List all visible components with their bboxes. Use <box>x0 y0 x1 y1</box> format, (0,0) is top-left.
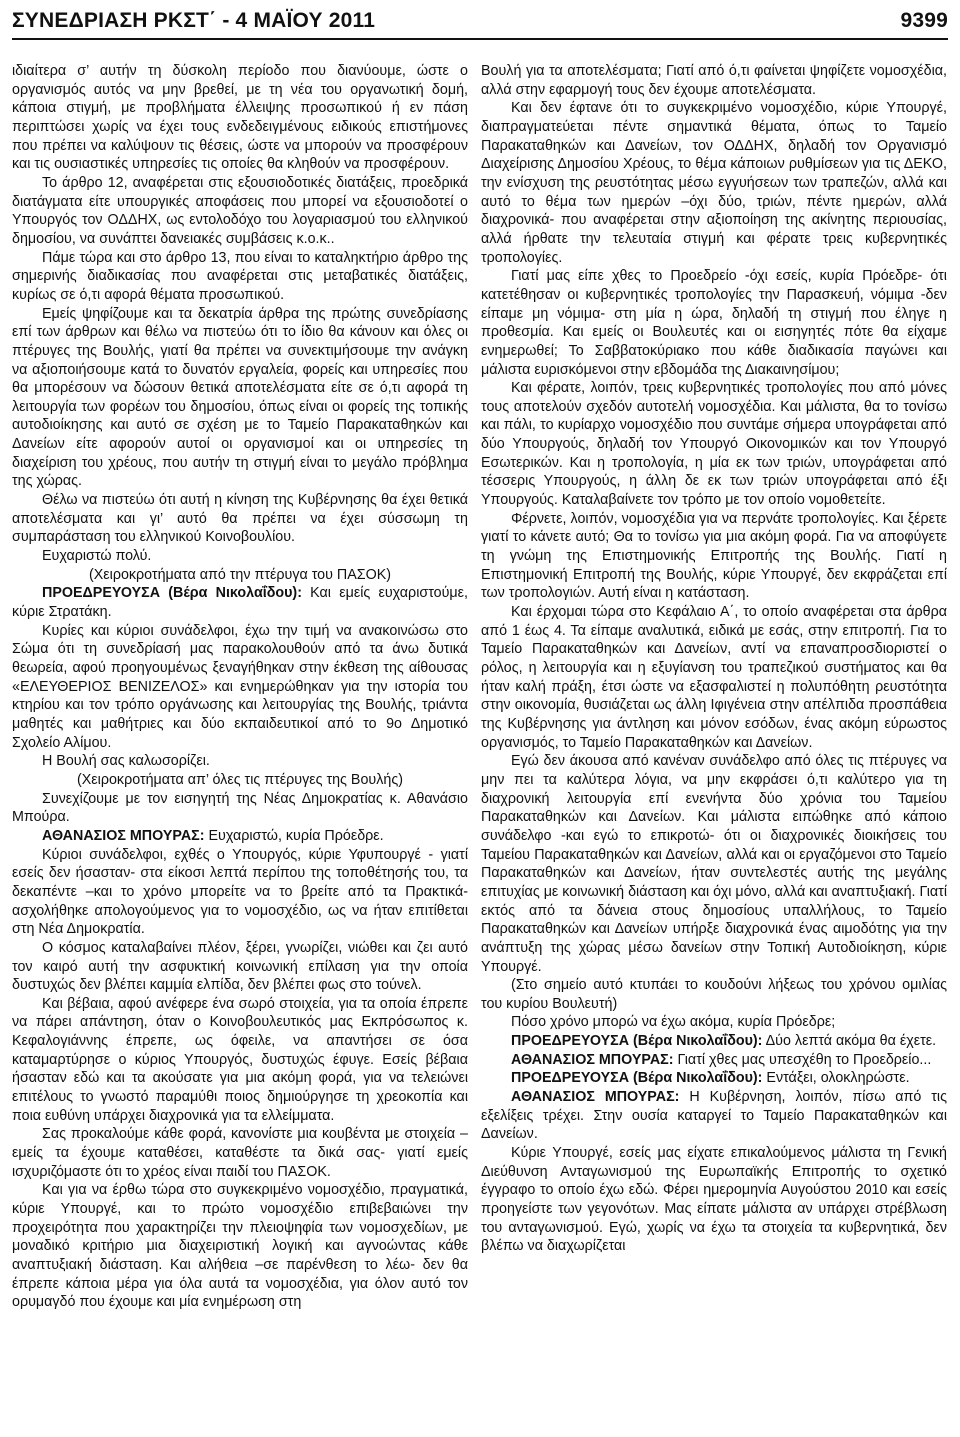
speaker-name: ΠΡΟΕΔΡΕΥΟΥΣΑ (Βέρα Νικολαΐδου): <box>511 1033 763 1050</box>
paragraph: ιδιαίτερα σ’ αυτήν τη δύσκολη περίοδο που διανύουμε, ώστε ο οργανισμός αυτός να μην βρεθεί, με τη νέα του οργανωτική δομή, κάποια στιγμή, με προβλήματα έλλειψης προσωπικού ή εν πάση περιπτώσει χωρίς να έχει τους ενδεδειγμένους ειδικούς επιστήμονες που πρέπει να καλύψουν τις θέσεις, ώστε να μπορούν να προσφέρουν και τις ουσιαστικές υπηρεσίες τις οποίες θα κληθούν να προσφέρουν. <box>12 63 468 173</box>
speaker-paragraph <box>12 584 468 621</box>
paragraph: Πάμε τώρα και στο άρθρο 13, που είναι το καταληκτήριο άρθρο της σημερινής διαδικασίας που αναφέρεται στις μεταβατικές διατάξεις, κυρίως σε ό,τι αφορά θέματα προσωπικού. <box>12 249 468 303</box>
paragraph: Και δεν έφτανε ότι το συγκεκριμένο νομοσχέδιο, κύριε Υπουργέ, διαπραγματεύεται πέντε σημαντικά θέματα, όπως το Ταμείο Παρακαταθηκών και Δανείων, τον ΟΔΔΗΧ, δηλαδή τον Οργανισμό Διαχείρισης Δημοσίου Χρέους, το θέμα κάποιων ρυθμίσεων για τις ΔΕΚΟ, την ενίσχυση της ρευστότητας μέσω εγγυήσεων των τραπεζών, αλλά και αυτό το θέμα των ημερών –όχι δύο, τριών, πέντε ημερών, αλλά διαχρονικά- που αναφέρεται στην αξιοποίηση της ακίνητης περιουσίας, αλλά ήρθατε την τελευταία στιγμή και φέρατε τρεις κυβερνητικές τροπολογίες. <box>481 100 947 266</box>
speaker-name: ΠΡΟΕΔΡΕΥΟΥΣΑ (Βέρα Νικολαΐδου): <box>42 585 302 602</box>
speech-text: Εντάξει, ολοκληρώστε. <box>762 1070 910 1087</box>
paragraph: Εμείς ψηφίζουμε και τα δεκατρία άρθρα της πρώτης συνεδρίασης επί των άρθρων και θέλω να πιστεύω ότι το ίδιο θα κάνουν και όλες οι πτέρυγες της Βουλής, γιατί θα πρέπει να συνεκτιμήσουμε την ανάγκη να αξιοποιήσουμε κατά το δυνατόν εργαλεία, φορείς και υπηρεσίες που θα μπορέσουν να δώσουν θετικά αποτελέσματα είτε σε ό,τι αφορά τη λειτουργία των φορέων του δημοσίου, όπως είναι οι φορείς της τοπικής αυτοδιοίκησης και αυτό σε σχέση με το Ταμείο Παρακαταθηκών και Δανείων είτε αφορούν αυτοί οι οργανισμοί και οι υπηρεσίες τη διαχείριση του χρέους, που αυτήν τη στιγμή είναι το μεγάλο πρόβλημα της χώρας. <box>12 305 468 490</box>
stage-direction: (Χειροκροτήματα από την πτέρυγα του ΠΑΣΟΚ) <box>88 566 392 583</box>
paragraph: Εγώ δεν άκουσα από κανέναν συνάδελφο από όλες τις πτέρυγες να μην πει τα καλύτερα λόγια, να μην εκφράσει ό,τι καλύτερο για τη διαχρονική λειτουργία επί ενενήντα δύο χρόνια του Ταμείου Παρακαταθηκών και Δανείων. Και μάλιστα ειπώθηκε από κάποιο συνάδελφο -και εγώ το επικροτώ- ότι οι διαχρονικές διοικήσεις του Ταμείου Παρακαταθηκών και Δανείων, αλλά και οι εργαζόμενοι στο Ταμείο Παρακαταθηκών και Δανείων, ήταν συντελεστές αυτής της μεγάλης επιτυχίας με κοινωνική διάσταση και όχι μόνο, αλλά και αναπτυξιακή. Γιατί εκτός από τα δάνεια στους δημοσίους υπαλλήλους, το Ταμείο Παρακαταθηκών και Δανείων υπήρξε διαχρονικά ένας αιμοδότης για την ανάπτυξη της χώρας μέσω δανείων στην Τοπική Αυτοδιοίκηση, κύριε Υπουργέ. <box>481 753 947 975</box>
paragraph: Συνεχίζουμε με τον εισηγητή της Νέας Δημοκρατίας κ. Αθανάσιο Μπούρα. <box>12 790 468 826</box>
speech-text: Και εμείς ευχαριστούμε, κύριε Στρατάκη. <box>12 585 468 621</box>
right-column <box>481 62 947 1432</box>
speaker-name: ΑΘΑΝΑΣΙΟΣ ΜΠΟΥΡΑΣ: <box>511 1089 680 1106</box>
stage-direction: (Χειροκροτήματα απ’ όλες τις πτέρυγες της Βουλής) <box>77 771 403 788</box>
paragraph: Και φέρατε, λοιπόν, τρεις κυβερνητικές τροπολογίες που από μόνες τους αποτελούν σχεδόν αυτοτελή νομοσχέδια. Και μάλιστα, θα το τονίσω και πάλι, το κυρίαρχο νομοσχέδιο που συντάμε σήμερα υπογράφεται από δύο Υπουργούς, δηλαδή τον Υπουργό Οικονομικών και τον Υπουργό Εσωτερικών. Και η τροπολογία, η μία εκ των τριών, υπογράφεται από τέσσερις Υπουργούς, η άλλη δε εκ των τριών υπογράφεται από έξι Υπουργούς. Καταλαβαίνετε τον τρόπο με τον οποίο νομοθετείτε. <box>481 380 947 509</box>
speech-text: Ευχαριστώ, κυρία Πρόεδρε. <box>204 827 384 844</box>
paragraph: Το άρθρο 12, αναφέρεται στις εξουσιοδοτικές διατάξεις, προεδρικά διατάγματα είτε υπουργικές αποφάσεις που μπορεί να εξουσιοδοτεί ο Υπουργός τον ΟΔΔΗΧ, ως εντολοδόχο του λογαριασμού του ελληνικού δημοσίου, να συνάπτει δανειακές συμβάσεις κ.ο.κ.. <box>12 174 468 247</box>
paragraph: Θέλω να πιστεύω ότι αυτή η κίνηση της Κυβέρνησης θα έχει θετικά αποτελέσματα και γι’ αυτό θα πρέπει να έχει σύσσωμη τη συμπαράσταση του ελληνικού Κοινοβουλίου. <box>12 492 468 546</box>
speaker-paragraph <box>12 827 468 846</box>
paragraph: Η Βουλή σας καλωσορίζει. <box>42 753 210 770</box>
session-title: ΣΥΝΕΔΡΙΑΣΗ ΡΚΣΤ΄ - 4 ΜΑΪΟΥ 2011 <box>12 9 376 32</box>
paragraph: Και βέβαια, αφού ανέφερε ένα σωρό στοιχεία, για τα οποία έπρεπε να πάρει απάντηση, όταν ο Κοινοβουλευτικός μας Εκπρόσωπος κ. Κεφαλογιάννης έπρεπε, ως όφειλε, να απαντήσει σε όσα καταμαρτύρησε ο κύριος Υπουργός, δυστυχώς έφυγε. Εσείς βέβαια ήσασταν εδώ και τα ακούσατε για μια ακόμη φορά, για να τελειώνει επιτέλους το γνωστό παραμύθι ποιος δημιούργησε τη χρεοκοπία και ποια ευθύνη υπάρχει διαχρονικά για τα ελλείμματα. <box>12 995 468 1124</box>
speaker-name: ΠΡΟΕΔΡΕΥΟΥΣΑ (Βέρα Νικολαΐδου): <box>511 1070 763 1087</box>
speaker-paragraph <box>481 1051 947 1070</box>
paragraph: Και για να έρθω τώρα στο συγκεκριμένο νομοσχέδιο, πραγματικά, κύριε Υπουργέ, και το πρώτο νομοσχέδιο επιβεβαιώνει την προχειρότητα που χαρακτηρίζει την πλειοψηφία των νομοσχεδίων, με μοναδικό κριτήριο μια διαχειριστική λογική και αγνοώντας κάθε αναπτυξιακή διάσταση. Και αλήθεια –σε παρένθεση το λέω- δεν θα έπρεπε κάποια μέρα για όλα αυτά τα νομοσχέδια, για όλον αυτό τον ορυμαγδό που έχουμε και μία ενημέρωση στη <box>12 1182 468 1311</box>
paragraph: Και έρχομαι τώρα στο Κεφάλαιο Α΄, το οποίο αναφέρεται στα άρθρα από 1 έως 4. Τα είπαμε αναλυτικά, ειδικά με εσάς, στην επιτροπή. Για το Ταμείο Παρακαταθηκών και Δανείων, αντί να επαναπροσδιοριστεί ο ρόλος, η λειτουργία και η εξυγίανση του τραπεζικού συστήματος και θα ήταν καλή πράξη, έτσι ώστε να εξασφαλιστεί η πολυπόθητη ρευστότητα στην οικονομία, θυσιάζεται ως άλλη Ιφιγένεια στην απέλπιδα προσπάθεια της Κυβέρνησης για άντληση και μόνον εσόδων, ένας ακόμη εύρωστος οργανισμός, το Ταμείο Παρακαταθηκών και Δανείων. <box>481 604 947 751</box>
page-number: 9399 <box>900 9 948 32</box>
left-column <box>12 62 468 1432</box>
speaker-paragraph <box>481 1069 947 1088</box>
paragraph: Γιατί μας είπε χθες το Προεδρείο -όχι εσείς, κυρία Πρόεδρε- ότι κατετέθησαν οι κυβερνητικές τροπολογίες την Παρασκευή, νόμιμα -δεν είπαμε μη νόμιμα- στη μία η ώρα, δηλαδή τη στιγμή που έληγε η προθεσμία. Και εμείς οι Βουλευτές και οι εισηγητές πότε θα είχαμε ενημερωθεί; Το Σαββατοκύριακο που κάθε διαδικασία παγώνει και μάλιστα ευρισκόμενοι στην εβδομάδα της Διακαινησίμου; <box>481 268 947 378</box>
speech-text: Γιατί χθες μας υπεσχέθη το Προεδρείο... <box>673 1051 932 1068</box>
speaker-paragraph <box>481 1088 947 1144</box>
speech-text: Δύο λεπτά ακόμα θα έχετε. <box>762 1033 937 1050</box>
speech-text: Η Κυβέρνηση, λοιπόν, πίσω από τις εξελίξεις τρέχει. Στην ουσία καταργεί το Ταμείο Παρακαταθηκών και Δανείων. <box>481 1089 947 1143</box>
paragraph: Φέρνετε, λοιπόν, νομοσχέδια για να περνάτε τροπολογίες. Και ξέρετε γιατί το κάνετε αυτό; Θα το τονίσω για μια ακόμη φορά. Για να αποφύγετε τη γνώμη της Επιστημονικής Επιτροπής της Βουλής. Γιατί η Επιστημονική Επιτροπή της Βουλής, κύριε Υπουργέ, δεν εκφράζεται επί των τροπολογιών. Αυτή είναι η κατάσταση. <box>481 510 947 602</box>
paragraph: Κυρίες και κύριοι συνάδελφοι, έχω την τιμή να ανακοινώσω στο Σώμα ότι τη συνεδρίασή μας παρακολουθούν από τα άνω δυτικά θεωρεία, αφού προηγουμένως ξεναγήθηκαν στην έκθεση της αίθουσας «ΕΛΕΥΘΕΡΙΟΣ ΒΕΝΙΖΕΛΟΣ» και ενημερώθηκαν για την ιστορία του κτηρίου και τον τρόπο οργάνωσης και λειτουργίας της Βουλής, τριάντα μαθητές και μαθήτριες και δύο εκπαιδευτικοί από το 9ο Δημοτικό Σχολείο Αλίμου. <box>12 622 468 751</box>
header-divider <box>12 38 948 40</box>
page-header <box>12 6 948 36</box>
paragraph: Βουλή για τα αποτελέσματα; Γιατί από ό,τι φαίνεται ψηφίζετε νομοσχέδια, αλλά στην εφαρμογή τους δεν έχουμε αποτελέσματα. <box>481 63 947 98</box>
paragraph: Πόσο χρόνο μπορώ να έχω ακόμα, κυρία Πρόεδρε; <box>511 1014 836 1031</box>
paragraph: Κύριε Υπουργέ, εσείς μας είχατε επικαλούμενος μάλιστα τη Γενική Διεύθυνση Ανταγωνισμού της Ευρωπαϊκής Επιτροπής το σχετικό έγγραφο το οποίο έχω εδώ. Φέρει ημερομηνία Αυγούστου 2010 και εσείς προηγείστε των γεγονότων. Μας είπατε μάλιστα αν υπάρχει στρέβλωση του ανταγωνισμού. Εγώ, χωρίς να έχω τα στοιχεία τα κυβερνητικά, δεν βλέπω να διαχωρίζεται <box>481 1145 947 1255</box>
paragraph: Κύριοι συνάδελφοι, εχθές ο Υπουργός, κύριε Υφυπουργέ - γιατί εσείς δεν ήσασταν- στα είκοσι λεπτά περίπου της τοποθέτησής του, τα δεκαπέντε –και το χρόνο μπορείτε να το βρείτε από τα Πρακτικά- ασχολήθηκε απολογούμενος για το νομοσχέδιο, ως να ήταν επιτίθεται στη Νέα Δημοκρατία. <box>12 846 468 938</box>
speaker-name: ΑΘΑΝΑΣΙΟΣ ΜΠΟΥΡΑΣ: <box>511 1051 674 1068</box>
speaker-paragraph <box>481 1032 947 1051</box>
speaker-name: ΑΘΑΝΑΣΙΟΣ ΜΠΟΥΡΑΣ: <box>42 827 205 844</box>
paragraph: Ο κόσμος καταλαβαίνει πλέον, ξέρει, γνωρίζει, νιώθει και ζει αυτό τον καιρό αυτή την ασφυκτική κοινωνική επίλαση για την οποία δυστυχώς δεν βλέπει καμμία ελπίδα, δεν βλέπει φως στο τούνελ. <box>12 939 468 994</box>
paragraph: Ευχαριστώ πολύ. <box>42 548 152 565</box>
paragraph: Σας προκαλούμε κάθε φορά, κανονίστε μια κουβέντα με στοιχεία –εμείς τα έχουμε καταθέσει, καταθέστε τα δικά σας- γιατί εμείς ισχυριζόμαστε ότι το χρέος είναι παιδί του ΠΑΣΟΚ. <box>12 1126 468 1180</box>
paragraph: (Στο σημείο αυτό κτυπάει το κουδούνι λήξεως του χρόνου ομιλίας του κυρίου Βουλευτή) <box>481 977 947 1012</box>
